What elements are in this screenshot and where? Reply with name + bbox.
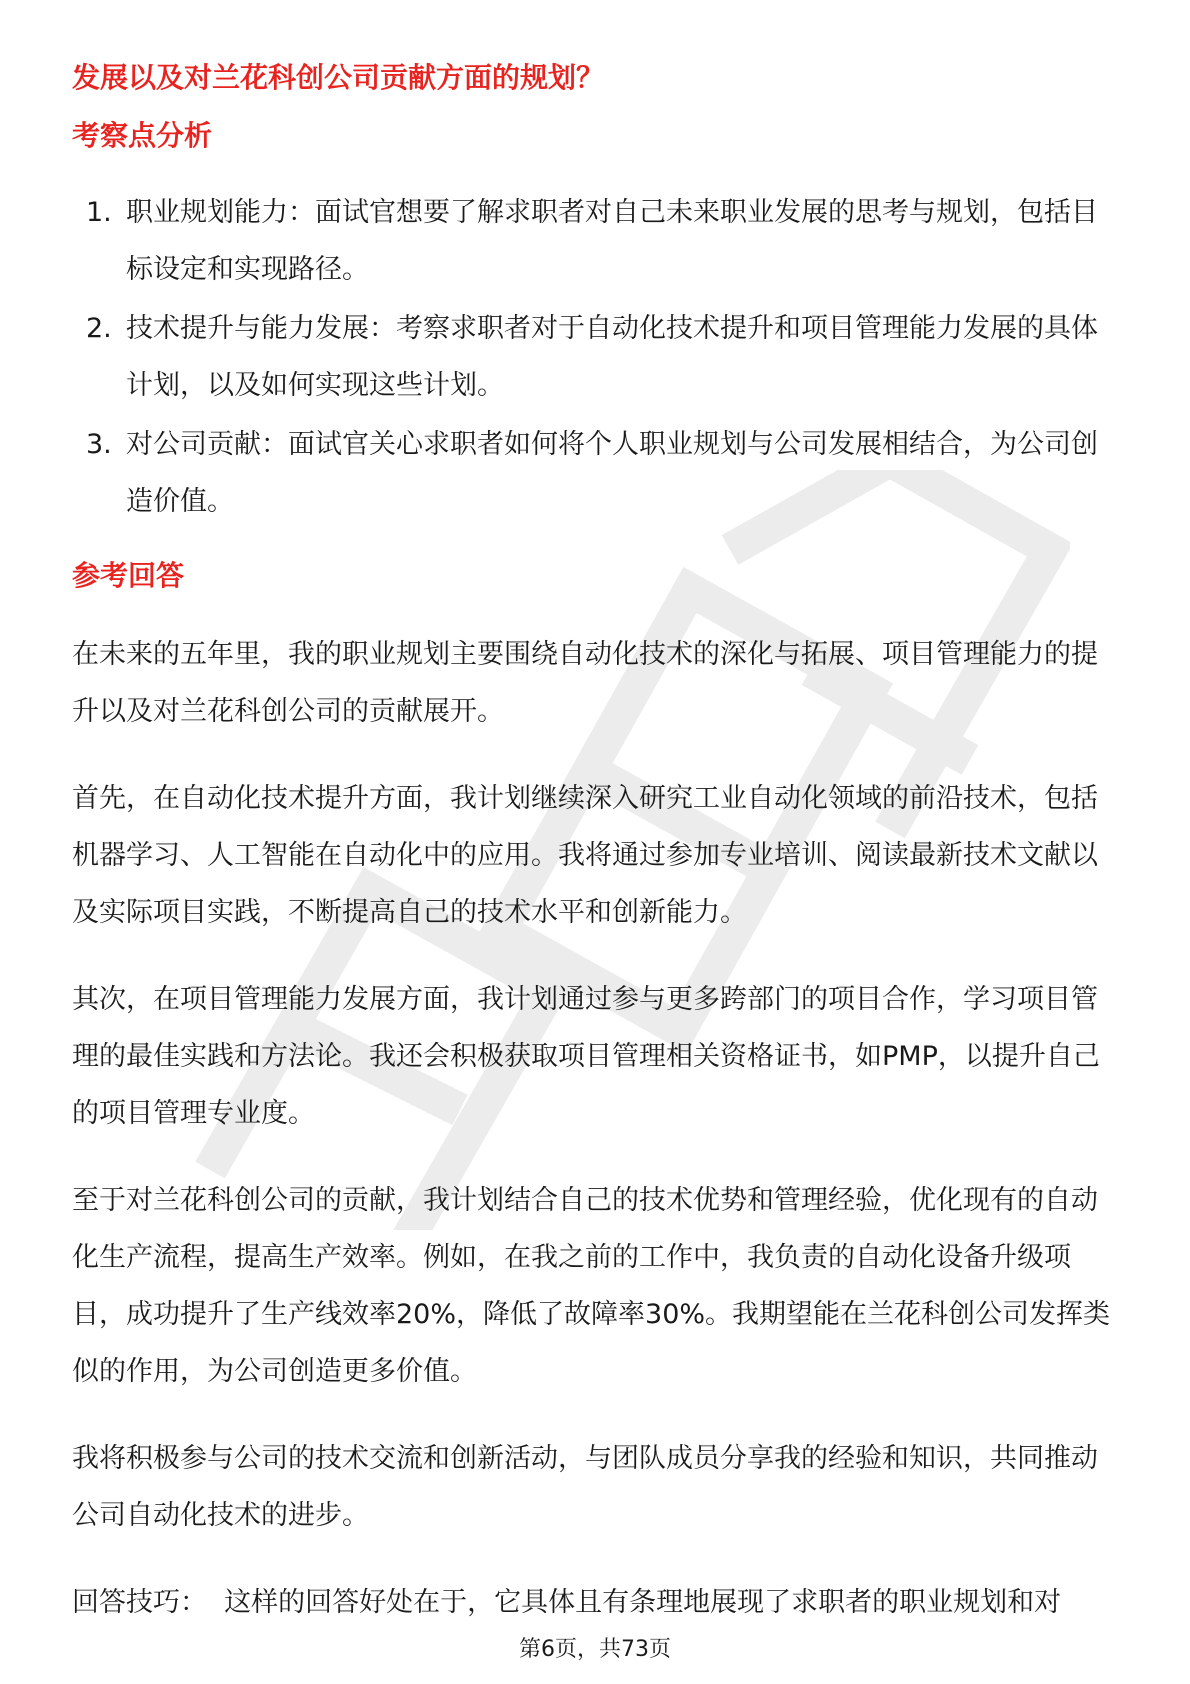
answer-paragraph: 至于对兰花科创公司的贡献，我计划结合自己的技术优势和管理经验，优化现有的自动化生产流程，提高生产效率。例如，在我之前的工作中，我负责的自动化设备升级项目，成功提升了生产线效率20%，降低了故障率30%。我期望能在兰花科创公司发挥类似的作用，为公司创造更多价值。 — [72, 1185, 1111, 1387]
document-content — [72, 58, 1122, 1631]
list-item-number: 2. — [86, 313, 112, 344]
answer-paragraph: 其次，在项目管理能力发展方面，我计划通过参与更多跨部门的项目合作，学习项目管理的最佳实践和方法论。我还会积极获取项目管理相关资格证书，如PMP，以提升自己的项目管理专业度。 — [72, 984, 1100, 1129]
list-item-text: 对公司贡献：面试官关心求职者如何将个人职业规划与公司发展相结合，为公司创造价值。 — [126, 429, 1098, 517]
analysis-list — [72, 184, 1122, 530]
list-item — [72, 300, 1122, 414]
answer-paragraph: 我将积极参与公司的技术交流和创新活动，与团队成员分享我的经验和知识，共同推动公司自动化技术的进步。 — [72, 1443, 1098, 1531]
list-item-text: 职业规划能力：面试官想要了解求职者对自己未来职业发展的思考与规划，包括目标设定和实现路径。 — [126, 197, 1098, 285]
page-number-footer: 第6页，共73页 — [519, 1637, 671, 1662]
list-item-number: 1. — [86, 197, 112, 228]
answer-tips-paragraph: 回答技巧： 这样的回答好处在于，它具体且有条理地展现了求职者的职业规划和对 — [72, 1587, 1062, 1618]
answer-paragraph: 首先，在自动化技术提升方面，我计划继续深入研究工业自动化领域的前沿技术，包括机器学习、人工智能在自动化中的应用。我将通过参加专业培训、阅读最新技术文献以及实际项目实践，不断提高自己的技术水平和创新能力。 — [72, 783, 1098, 928]
answer-heading: 参考回答 — [72, 559, 185, 592]
question-heading: 发展以及对兰花科创公司贡献方面的规划？ — [72, 61, 605, 94]
list-item-text: 技术提升与能力发展：考察求职者对于自动化技术提升和项目管理能力发展的具体计划，以及如何实现这些计划。 — [126, 313, 1098, 401]
answer-paragraph: 在未来的五年里，我的职业规划主要围绕自动化技术的深化与拓展、项目管理能力的提升以及对兰花科创公司的贡献展开。 — [72, 639, 1098, 727]
list-item — [72, 184, 1122, 298]
analysis-heading: 考察点分析 — [72, 119, 213, 152]
list-item-number: 3. — [86, 429, 112, 460]
list-item — [72, 416, 1122, 530]
